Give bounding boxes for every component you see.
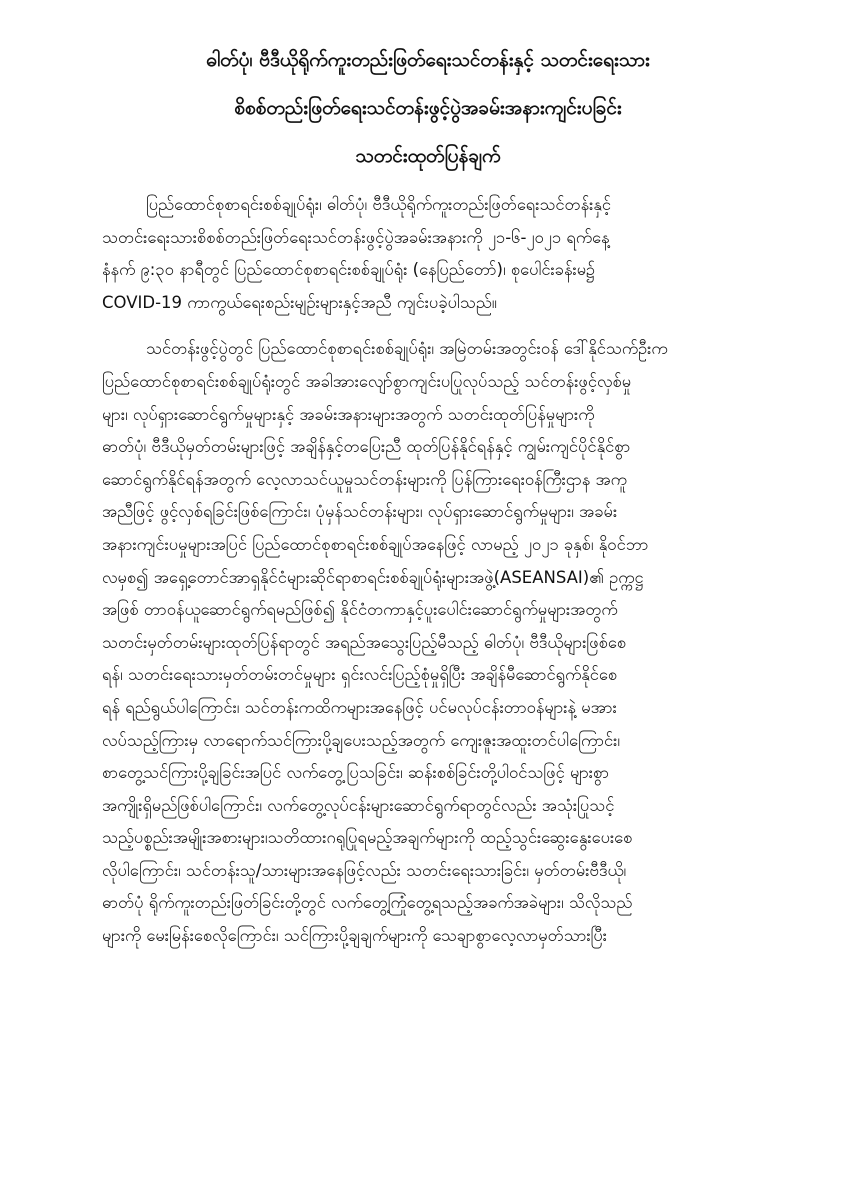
text-line: COVID-19 ကာကွယ်ရေးစည်းမျဉ်းများနှင့်အညီ ကျင်းပခဲ့ပါသည်။ [102,292,497,312]
title-block [102,0,754,180]
text-line: အနားကျင်းပမှုများအပြင် ပြည်ထောင်စုစာရင်းစစ်ချုပ်အနေဖြင့် လာမည့် ၂၀၂၁ ခုနှစ်၊ နိုဝင်ဘာ [102,534,649,554]
text-line: အဖြစ် တာဝန်ယူဆောင်ရွက်ရမည်ဖြစ်၍ နိုင်ငံတကာနှင့်ပူးပေါင်းဆောင်ရွက်မှုများအတွက် [102,600,618,620]
text-line: လပ်သည့်ကြားမှ လာရောက်သင်ကြားပို့ချပေးသည့်အတွက် ကျေးဇူးအထူးတင်ပါကြောင်း၊ [102,730,620,750]
title-line: စိစစ်တည်းဖြတ်ရေးသင်တန်းဖွင့်ပွဲအခမ်းအနားကျင်းပခြင်း [234,97,622,119]
text-line: ပြည်ထောင်စုစာရင်းစစ်ချုပ်ရုံး၊ ဓါတ်ပုံ၊ ဗီဒီယိုရိုက်ကူးတည်းဖြတ်ရေးသင်တန်းနှင့် [146,195,612,214]
text-line: အညီဖြင့် ဖွင့်လှစ်ရခြင်းဖြစ်ကြောင်း၊ ပုံမှန်သင်တန်းများ၊ လုပ်ရှားဆောင်ရွက်မှုများ၊ အခမ်း [102,502,618,522]
text-line: ရန်၊ သတင်းရေးသားမှတ်တမ်းတင်မှုများ ရှင်းလင်းပြည့်စုံမှုရှိပြီး အချိန်မီဆောင်ရွက်နိုင်စေ [102,665,618,685]
text-line: သတင်းရေးသားစိစစ်တည်းဖြတ်ရေးသင်တန်းဖွင့်ပွဲအခမ်းအနားကို ၂၁-၆-၂၀၂၁ ရက်နေ့ [102,227,610,247]
text-line: စာတွေ့သင်ကြားပို့ချခြင်းအပြင် လက်တွေ့ပြသခြင်း၊ ဆန်းစစ်ခြင်းတို့ပါဝင်သဖြင့် များစွာ [102,763,610,783]
text-line: ဓာတ်ပုံ ရိုက်ကူးတည်းဖြတ်ခြင်းတို့တွင် လက်တွေ့ကြုံတွေ့ရသည့်အခက်အခဲများ၊ သိလိုသည် [102,893,633,913]
text-line: ရန် ရည်ရွယ်ပါကြောင်း၊ သင်တန်းကထိကများအနေဖြင့် ပင်မလုပ်ငန်းတာဝန်များနဲ့ မအား [102,697,617,717]
text-line: များ၊ လုပ်ရှားဆောင်ရွက်မှုများနှင့် အခမ်းအနားများအတွက် သတင်းထုတ်ပြန်မှုများကို [102,404,595,424]
text-line: ဆောင်ရွက်နိုင်ရန်အတွက် လေ့လာသင်ယူမှုသင်တန်းများကို ပြန်ကြားရေးဝန်ကြီးဌာန အကူ [102,469,627,489]
text-line: နံနက် ၉:၃၀ နာရီတွင် ပြည်ထောင်စုစာရင်းစစ်ချုပ်ရုံး (နေပြည်တော်)၊ စုပေါင်းခန်းမ၌ [102,260,596,280]
text-line: လမှစ၍ အရှေ့တောင်အာရှနိုင်ငံများဆိုင်ရာစာရင်းစစ်ချုပ်ရုံးများအဖွဲ့(ASEANSAI)၏ ဥက္ကဋ္ဌ [102,567,644,587]
title-line: သတင်းထုတ်ပြန်ချက် [355,145,501,167]
paragraph-1 [102,189,754,319]
text-line: အကျိုးရှိမည်ဖြစ်ပါကြောင်း၊ လက်တွေ့လုပ်ငန်းများဆောင်ရွက်ရာတွင်လည်း အသုံးပြုသင့် [102,795,615,815]
text-line: သတင်းမှတ်တမ်းများထုတ်ပြန်ရာတွင် အရည်အသွေးပြည့်မီသည့် ဓါတ်ပုံ၊ ဗီဒီယိုများဖြစ်စေ [102,632,627,652]
text-line: များကို မေးမြန်းစေလိုကြောင်း၊ သင်ကြားပို့ချချက်များကို သေချာစွာလေ့လာမှတ်သားပြီး [102,926,607,946]
paragraph-2 [102,333,754,952]
text-line: သင်တန်းဖွင့်ပွဲတွင် ပြည်ထောင်စုစာရင်းစစ်ချုပ်ရုံး၊ အမြဲတမ်းအတွင်းဝန် ဒေါ်နိုင်သက်ဦးက [146,339,668,359]
title-line: ဓါတ်ပုံ၊ ဗီဒီယိုရိုက်ကူးတည်းဖြတ်ရေးသင်တန်းနှင့် သတင်းရေးသား [206,49,650,71]
text-line: လိုပါကြောင်း၊ သင်တန်းသူ/သားများအနေဖြင့်လည်း သတင်းရေးသားခြင်း၊ မှတ်တမ်းဗီဒီယို၊ [102,860,627,880]
text-line: ပြည်ထောင်စုစာရင်းစစ်ချုပ်ရုံးတွင် အခါအားလျော်စွာကျင်းပပြုလုပ်သည့် သင်တန်းဖွင့်လှစ်မှု [102,371,632,391]
text-line: ဓာတ်ပုံ၊ ဗီဒီယိုမှတ်တမ်းများဖြင့် အချိန်နှင့်တပြေးညီ ထုတ်ပြန်နိုင်ရန်နှင့် ကျွမ်းကျင်ပိုင်နိုင်စွာ [102,437,631,457]
text-line: သည့်ပစ္စည်းအမျိုးအစားများ၊သတိထားဂရုပြုရမည့်အချက်များကို ထည့်သွင်းဆွေးနွေးပေးစေ [102,828,633,848]
